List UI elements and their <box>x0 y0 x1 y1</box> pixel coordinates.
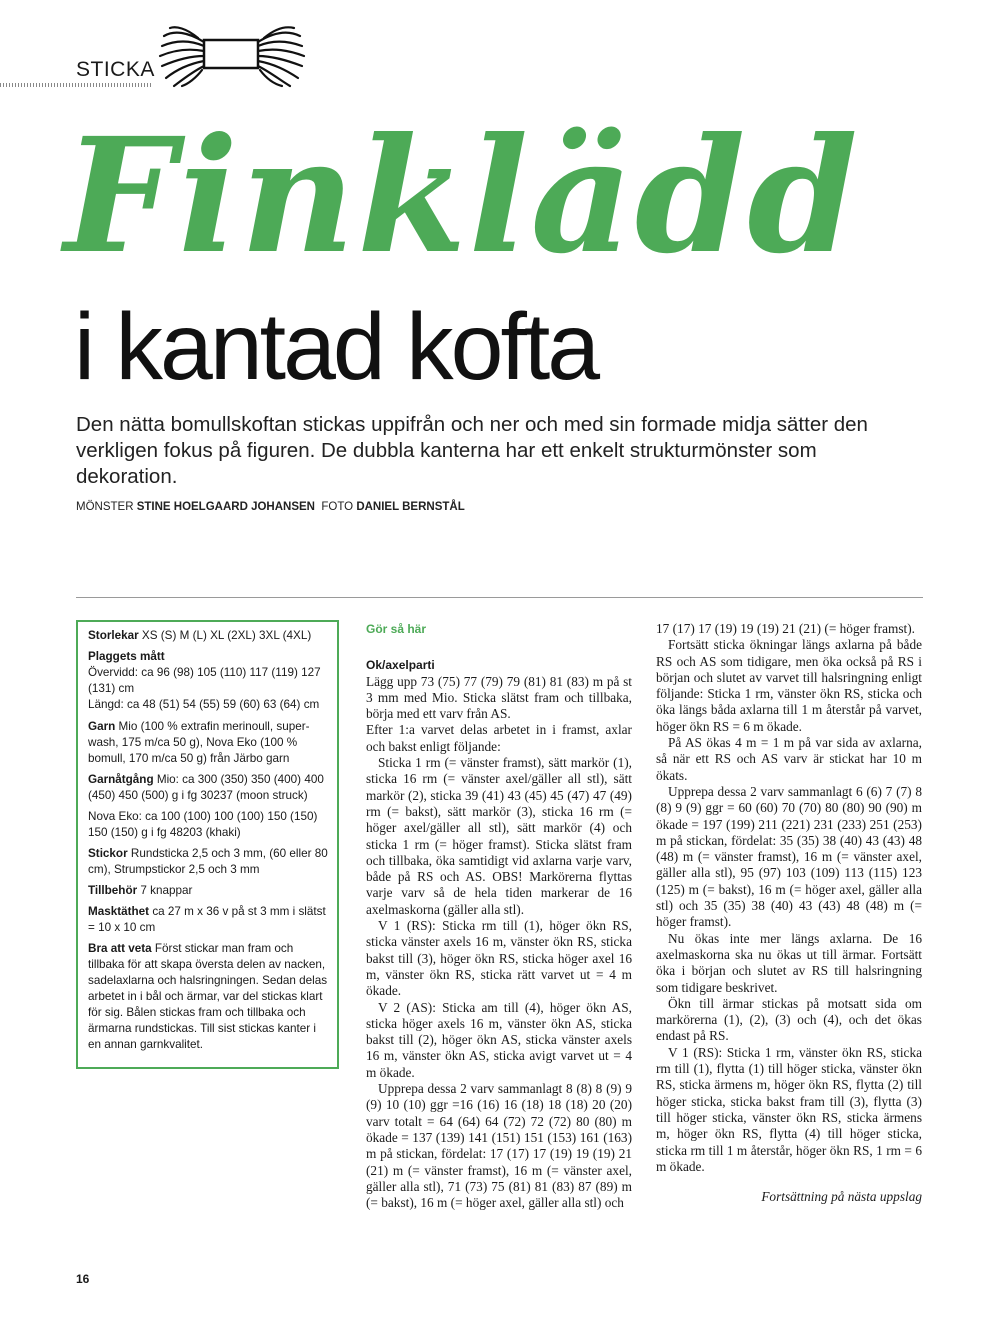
instructions-heading: Gör så här <box>366 622 427 636</box>
info-good-to-know: Bra att veta Först stickar man fram och tillbaka för att skapa översta delen av nacken, sadelaxlarna och halsringningen. Sedan delas arbetet in i bål och ärmar, var del stickas klart för sig. Bålen stickas fram och tillbaka och ärmarna rundstickas. Till sist stickas kanter i en annan garnkvalitet. <box>88 942 328 1051</box>
paragraph: Sticka 1 rm (= vänster framst), sätt markör (1), sticka 16 rm (= vänster axel/gäller all stl), sätt markör (2), sticka 39 (41) 43 (45) 45 (47) 47 (49) rm (= bakst), sätt markör (3), sticka 16 rm (= höger axel/gäller all stl), sätt markör (4) och sticka 1 rm (= höger framst). Sticka slätst fram och tillbaka, öka samtidigt vid axlarna varje varv, både på RS och AS. OBS! Markörerna flyttas varje varv så de hela tiden markerar de 16 axelmaskorna (gäller alla stl). <box>366 755 632 917</box>
info-sizes: Storlekar XS (S) M (L) XL (2XL) 3XL (4XL) <box>88 629 312 642</box>
header-dotted-rule <box>0 83 152 87</box>
info-gauge: Masktäthet ca 27 m x 36 v på st 3 mm i slätst = 10 x 10 cm <box>88 905 326 934</box>
info-needles: Stickor Rundsticka 2,5 och 3 mm, (60 eller 80 cm), Strumpstickor 2,5 och 3 mm <box>88 847 328 876</box>
paragraph: Ökn till ärmar stickas på motsatt sida om markörerna (1), (2), (3) och (4), och det ökas endast på RS. <box>656 995 922 1044</box>
page-number: 16 <box>76 1272 90 1286</box>
info-measures: Plaggets mått Övervidd: ca 96 (98) 105 (110) 117 (119) 127 (131) cm Längd: ca 48 (51) 54 (55) 59 (60) 63 (64) cm <box>88 650 321 711</box>
instructions-column-2 <box>656 621 922 1205</box>
section-label: STICKA <box>76 58 155 81</box>
credit-pattern-name: STINE HOELGAARD JOHANSEN <box>136 501 315 513</box>
paragraph: Upprepa dessa 2 varv sammanlagt 6 (6) 7 (7) 8 (8) 9 (9) ggr = 60 (60) 70 (70) 80 (80) 90 (90) m ökade = 197 (199) 211 (221) 231 (233) 251 (253) m på stickan, fördelat: 35 (35) 38 (40) 43 (43) 48 (48) m (= vänster framst), 16 m (= vänster axel, gäller alla stl), 95 (97) 103 (109) 113 (115) 123 (125) m (= bakst), 16 m (= höger axel, gäller alla stl) och 35 (35) 38 (40) 43 (43) 48 (48) m (= höger framst). <box>656 783 922 930</box>
intro-text: Den nätta bomullskoftan stickas uppifrån och ner och med sin formade midja sätter den verkligen fokus på figuren. De dubbla kanterna har ett enkelt strukturmönster som dekoration. <box>76 413 868 488</box>
title-script: Finklädd <box>64 104 860 289</box>
info-amount-2: Nova Eko: ca 100 (100) 100 (100) 150 (150) 150 (150) g i fg 48203 (khaki) <box>88 810 318 839</box>
yarn-skein-icon <box>158 26 306 88</box>
paragraph: V 1 (RS): Sticka rm till (1), höger ökn RS, sticka vänster axels 16 m, vänster ökn RS, sticka bakst till (3), höger ökn RS, sticka höger axel 16 m, vänster ökn RS, sticka rätt varvet ut = 4 m ökade. <box>366 918 632 999</box>
paragraph: På AS ökas 4 m = 1 m på var sida av axlarna, så när ett RS och AS varv är stickat har 10 m ökats. <box>656 735 922 783</box>
paragraph: V 1 (RS): Sticka 1 rm, vänster ökn RS, sticka rm till (1), flytta (1) till höger sticka, vänster ökn RS, sticka ärmens m, höger ökn RS, flytta (2) till höger sticka, sticka bakst fram till (3), flytta (3) till höger sticka, vänster ökn RS, sticka ärmens m, höger ökn RS, flytta (4) till höger sticka, sticka rm till 1 m återstår, höger ökn RS, 1 rm = 6 m ökade. <box>656 1044 922 1174</box>
divider <box>76 597 923 598</box>
credit-photo-label: FOTO <box>321 501 354 513</box>
paragraph: Efter 1:a varvet delas arbetet in i framst, axlar och bakst enligt följande: <box>366 722 632 754</box>
info-amount: Garnåtgång Mio: ca 300 (350) 350 (400) 400 (450) 450 (500) g i fg 30237 (moon struck) <box>88 773 324 802</box>
paragraph: Fortsätt sticka ökningar längs axlarna på både RS och AS som tidigare, men öka också på RS i början och slutet av varvet till halsringning enligt följande: Sticka 1 rm, vänster ökn RS, sticka och öka längs båda axlarna till 1 m återstår på varvet, höger ökn RS = 6 m ökade. <box>656 637 922 734</box>
paragraph: Lägg upp 73 (75) 77 (79) 79 (81) 81 (83) m på st 3 mm med Mio. Sticka slätst fram och tillbaka, börja med ett varv från AS. <box>366 673 632 722</box>
credits <box>76 501 465 513</box>
instructions-column-1 <box>366 621 632 1211</box>
info-yarn: Garn Mio (100 % extrafin merinoull, super-wash, 175 m/ca 50 g), Nova Eko (100 % bomull, 170 m/ca 50 g) från Järbo garn <box>88 720 310 765</box>
credit-pattern-label: MÖNSTER <box>76 501 134 513</box>
paragraph: 17 (17) 17 (19) 19 (19) 21 (21) (= höger framst). <box>656 621 915 636</box>
pattern-info-box <box>76 620 339 1069</box>
credit-photo-name: DANIEL BERNSTÅL <box>356 501 465 513</box>
continued-note: Fortsättning på nästa uppslag <box>761 1189 922 1205</box>
paragraph: Nu ökas inte mer längs axlarna. De 16 axelmaskorna ska nu ökas ut till ärmar. Fortsätt öka i början och slutet av RS till halsringning som tidigare beskrivet. <box>656 930 922 995</box>
title-main: i kantad kofta <box>74 294 598 400</box>
info-notions: Tillbehör 7 knappar <box>88 884 193 897</box>
instructions-subheading: Ok/axelparti <box>366 658 435 673</box>
paragraph: Upprepa dessa 2 varv sammanlagt 8 (8) 8 (9) 9 (9) 10 (10) ggr =16 (16) 16 (18) 18 (18) 20 (20) varv totalt = 64 (64) 64 (72) 72 (72) 80 (80) m ökade = 137 (139) 141 (151) 151 (153) 161 (163) m på stickan, fördelat: 17 (17) 17 (19) 19 (19) 21 (21) m (= vänster framst), 16 m (= vänster axel, gäller alla stl), 71 (73) 75 (81) 81 (83) 87 (89) m (= bakst), 16 m (= höger axel, gäller alla stl) och <box>366 1081 632 1211</box>
paragraph: V 2 (AS): Sticka am till (4), höger ökn AS, sticka höger axels 16 m, vänster ökn AS, sticka bakst till (2), höger ökn AS, sticka vänster axels 16 m, vänster ökn AS, sticka avigt varvet ut = 4 m ökade. <box>366 999 632 1080</box>
